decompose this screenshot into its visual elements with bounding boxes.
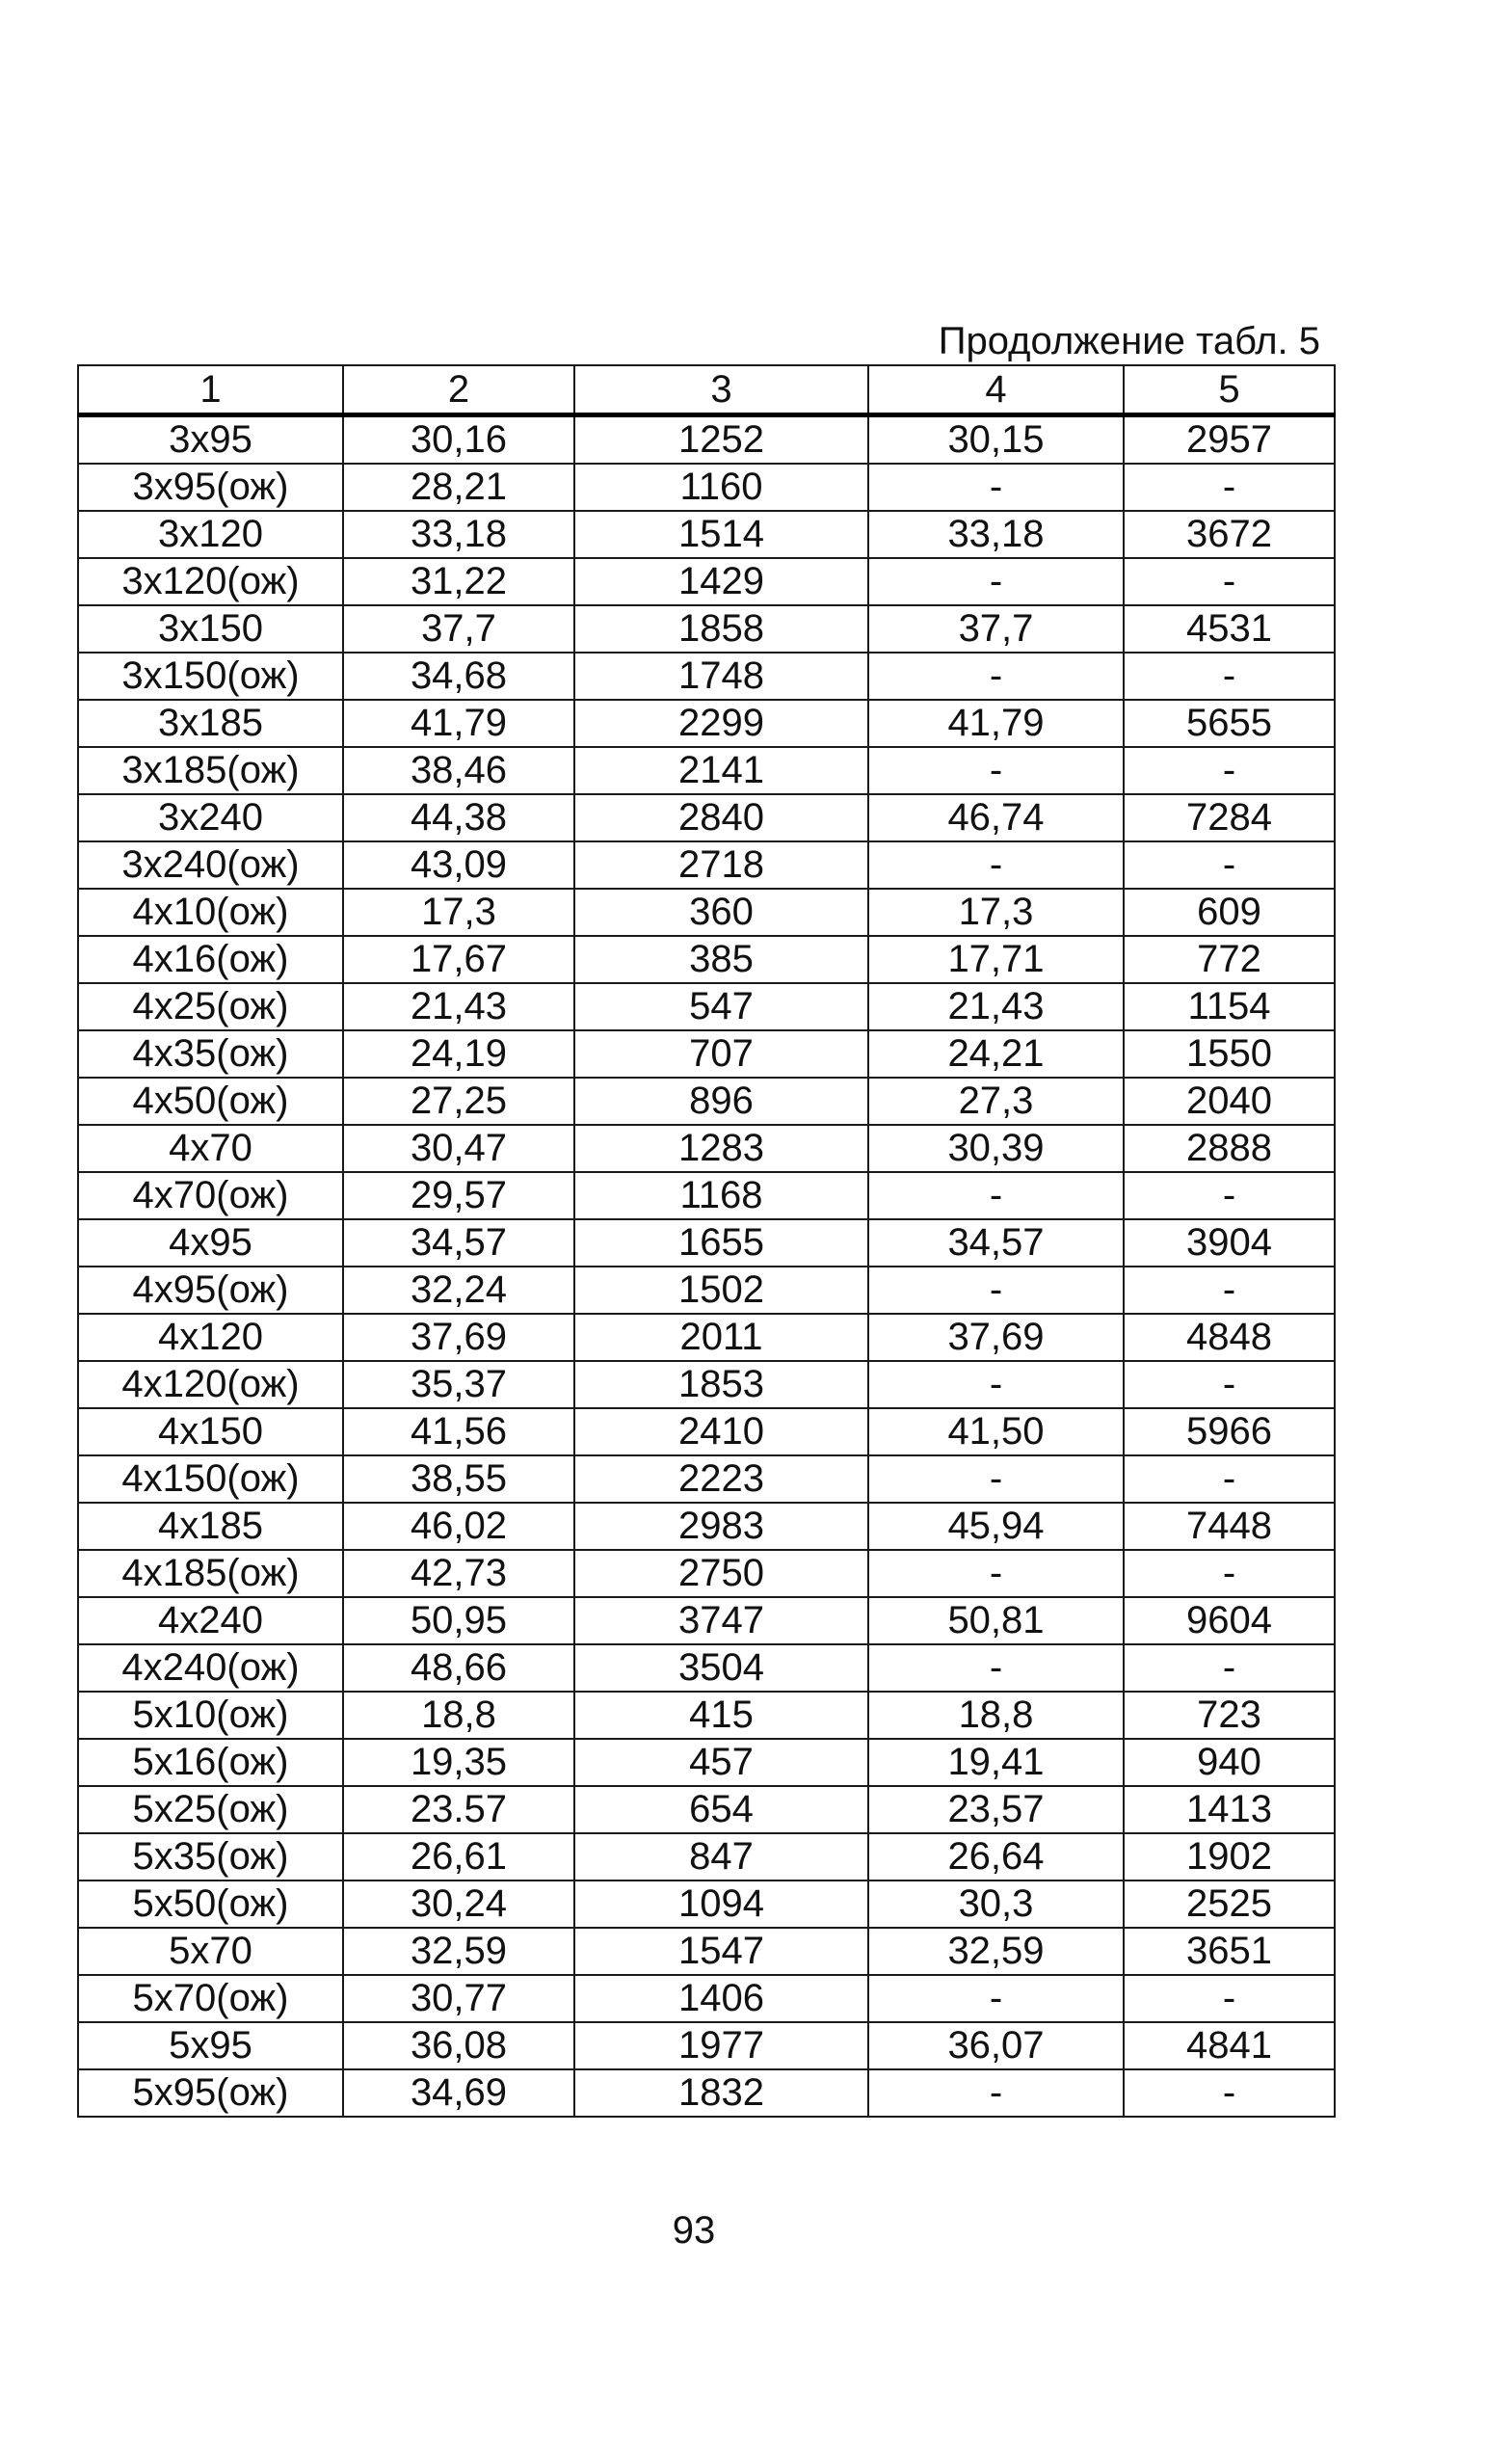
table-cell-col1: 4x150 [78, 1408, 343, 1455]
table-cell-col4: 26,64 [868, 1833, 1124, 1881]
table-cell-col4: 45,94 [868, 1503, 1124, 1550]
table-cell-col2: 38,55 [343, 1455, 574, 1503]
table-cell-col1: 5x95(ож) [78, 2069, 343, 2117]
table-cell-col5: - [1124, 841, 1335, 889]
table-cell-col2: 41,56 [343, 1408, 574, 1455]
table-cell-col1: 4x25(ож) [78, 983, 343, 1030]
table-cell-col4: - [868, 747, 1124, 794]
table-cell-col1: 4x185(ож) [78, 1550, 343, 1597]
table-row [78, 1833, 1335, 1881]
table-cell-col4: 41,79 [868, 700, 1124, 747]
table-cell-col4: 36,07 [868, 2022, 1124, 2069]
table-cell-col4: - [868, 841, 1124, 889]
table-cell-col4: 24,21 [868, 1030, 1124, 1078]
table-cell-col1: 3x150(ож) [78, 653, 343, 700]
table-cell-col4: - [868, 1550, 1124, 1597]
table-cell-col3: 1406 [574, 1975, 868, 2022]
table-cell-col1: 5x10(ож) [78, 1692, 343, 1739]
table-cell-col1: 5x25(ож) [78, 1786, 343, 1833]
table-cell-col3: 1977 [574, 2022, 868, 2069]
table-cell-col5: - [1124, 1455, 1335, 1503]
table-cell-col3: 1748 [574, 653, 868, 700]
table-cell-col3: 2410 [574, 1408, 868, 1455]
table-cell-col4: 30,15 [868, 415, 1124, 465]
table-cell-col2: 27,25 [343, 1078, 574, 1125]
table-row [78, 2069, 1335, 2117]
table-row [78, 2022, 1335, 2069]
table-cell-col3: 1832 [574, 2069, 868, 2117]
table-row [78, 1692, 1335, 1739]
table-cell-col1: 5x35(ож) [78, 1833, 343, 1881]
table-cell-col5: 3672 [1124, 511, 1335, 558]
table-cell-col3: 1252 [574, 415, 868, 465]
table-row [78, 1030, 1335, 1078]
table-cell-col5: - [1124, 1644, 1335, 1692]
table-cell-col2: 21,43 [343, 983, 574, 1030]
table-cell-col5: 3904 [1124, 1219, 1335, 1267]
table-caption: Продолжение табл. 5 [938, 320, 1320, 362]
table-cell-col2: 19,35 [343, 1739, 574, 1786]
table-cell-col4: 21,43 [868, 983, 1124, 1030]
table-cell-col3: 2299 [574, 700, 868, 747]
table-cell-col3: 385 [574, 936, 868, 983]
table-cell-col5: - [1124, 464, 1335, 511]
table-cell-col5: - [1124, 1361, 1335, 1408]
table-cell-col5: - [1124, 2069, 1335, 2117]
table-cell-col2: 34,69 [343, 2069, 574, 2117]
header-row [78, 365, 1335, 415]
table-cell-col3: 1094 [574, 1881, 868, 1928]
table-cell-col5: 2957 [1124, 415, 1335, 465]
table-row [78, 1078, 1335, 1125]
table-cell-col4: 50,81 [868, 1597, 1124, 1644]
table-cell-col4: - [868, 2069, 1124, 2117]
table-cell-col4: 17,71 [868, 936, 1124, 983]
table-row [78, 1975, 1335, 2022]
table-cell-col2: 35,37 [343, 1361, 574, 1408]
table-cell-col2: 18,8 [343, 1692, 574, 1739]
table-cell-col5: 940 [1124, 1739, 1335, 1786]
table-cell-col3: 457 [574, 1739, 868, 1786]
table-cell-col1: 4x240(ож) [78, 1644, 343, 1692]
table-cell-col3: 1655 [574, 1219, 868, 1267]
table-row [78, 605, 1335, 653]
table-cell-col1: 5x70(ож) [78, 1975, 343, 2022]
table-cell-col2: 30,47 [343, 1125, 574, 1172]
table-cell-col5: - [1124, 1975, 1335, 2022]
table-cell-col5: 772 [1124, 936, 1335, 983]
column-header-1: 1 [78, 365, 343, 415]
table-cell-col4: 27,3 [868, 1078, 1124, 1125]
table-body [78, 415, 1335, 2118]
table-cell-col1: 3x185(ож) [78, 747, 343, 794]
table-cell-col5: 4841 [1124, 2022, 1335, 2069]
table-cell-col3: 896 [574, 1078, 868, 1125]
table-row [78, 841, 1335, 889]
table-row [78, 558, 1335, 605]
table-cell-col3: 2141 [574, 747, 868, 794]
table-cell-col3: 2718 [574, 841, 868, 889]
table-cell-col1: 3x240(ож) [78, 841, 343, 889]
table-cell-col4: 37,7 [868, 605, 1124, 653]
table-cell-col5: 7284 [1124, 794, 1335, 841]
table-cell-col5: 9604 [1124, 1597, 1335, 1644]
table-row [78, 1267, 1335, 1314]
table-cell-col1: 4x70(ож) [78, 1172, 343, 1219]
table-cell-col1: 3x185 [78, 700, 343, 747]
table-cell-col4: 30,3 [868, 1881, 1124, 1928]
table-cell-col2: 46,02 [343, 1503, 574, 1550]
table-cell-col1: 3x95(ож) [78, 464, 343, 511]
table-cell-col4: - [868, 1644, 1124, 1692]
table-cell-col1: 4x50(ож) [78, 1078, 343, 1125]
table-cell-col5: 723 [1124, 1692, 1335, 1739]
table-row [78, 653, 1335, 700]
table-cell-col5: 3651 [1124, 1928, 1335, 1975]
table-cell-col4: 37,69 [868, 1314, 1124, 1361]
column-header-3: 3 [574, 365, 868, 415]
table-cell-col3: 1502 [574, 1267, 868, 1314]
table-cell-col2: 26,61 [343, 1833, 574, 1881]
table-cell-col1: 5x70 [78, 1928, 343, 1975]
table-row [78, 1219, 1335, 1267]
table-cell-col1: 4x240 [78, 1597, 343, 1644]
column-header-5: 5 [1124, 365, 1335, 415]
table-cell-col3: 415 [574, 1692, 868, 1739]
table-cell-col5: 2040 [1124, 1078, 1335, 1125]
table-cell-col5: - [1124, 653, 1335, 700]
table-cell-col5: - [1124, 1267, 1335, 1314]
table-cell-col4: - [868, 1455, 1124, 1503]
table-cell-col3: 1283 [574, 1125, 868, 1172]
table-cell-col4: 46,74 [868, 794, 1124, 841]
table-row [78, 983, 1335, 1030]
table-cell-col1: 4x95 [78, 1219, 343, 1267]
table-cell-col1: 4x10(ож) [78, 889, 343, 936]
table-cell-col3: 707 [574, 1030, 868, 1078]
table-cell-col5: 5966 [1124, 1408, 1335, 1455]
table-row [78, 1361, 1335, 1408]
table-cell-col2: 32,59 [343, 1928, 574, 1975]
table-cell-col4: 23,57 [868, 1786, 1124, 1833]
table-cell-col3: 2011 [574, 1314, 868, 1361]
table-row [78, 1644, 1335, 1692]
table-cell-col2: 17,3 [343, 889, 574, 936]
table-row [78, 511, 1335, 558]
table-row [78, 1786, 1335, 1833]
table-row [78, 415, 1335, 465]
table-cell-col2: 23.57 [343, 1786, 574, 1833]
table-row [78, 1739, 1335, 1786]
table-cell-col2: 28,21 [343, 464, 574, 511]
table-cell-col5: 4848 [1124, 1314, 1335, 1361]
table-row [78, 1928, 1335, 1975]
table-cell-col2: 30,77 [343, 1975, 574, 2022]
table-row [78, 1172, 1335, 1219]
table-cell-col5: 4531 [1124, 605, 1335, 653]
table-cell-col4: 33,18 [868, 511, 1124, 558]
table-row [78, 747, 1335, 794]
table-cell-col2: 17,67 [343, 936, 574, 983]
table-row [78, 1881, 1335, 1928]
table-cell-col4: 30,39 [868, 1125, 1124, 1172]
table-cell-col3: 1853 [574, 1361, 868, 1408]
table-row [78, 794, 1335, 841]
table-cell-col4: - [868, 1975, 1124, 2022]
table-cell-col2: 24,19 [343, 1030, 574, 1078]
table-cell-col2: 41,79 [343, 700, 574, 747]
table-cell-col3: 1514 [574, 511, 868, 558]
table-cell-col2: 34,68 [343, 653, 574, 700]
table-cell-col3: 1168 [574, 1172, 868, 1219]
table-cell-col3: 2983 [574, 1503, 868, 1550]
table-cell-col5: 1902 [1124, 1833, 1335, 1881]
table-cell-col1: 3x120 [78, 511, 343, 558]
table-cell-col4: - [868, 1172, 1124, 1219]
table-cell-col3: 654 [574, 1786, 868, 1833]
table-cell-col3: 1858 [574, 605, 868, 653]
table-cell-col5: - [1124, 747, 1335, 794]
table-cell-col1: 3x150 [78, 605, 343, 653]
table-row [78, 1408, 1335, 1455]
table-cell-col5: 1550 [1124, 1030, 1335, 1078]
table-cell-col1: 4x35(ож) [78, 1030, 343, 1078]
table-cell-col5: 1154 [1124, 983, 1335, 1030]
table-row [78, 1550, 1335, 1597]
column-header-2: 2 [343, 365, 574, 415]
table-cell-col2: 33,18 [343, 511, 574, 558]
table-row [78, 464, 1335, 511]
table-cell-col1: 4x95(ож) [78, 1267, 343, 1314]
table-cell-col1: 4x185 [78, 1503, 343, 1550]
table-row [78, 936, 1335, 983]
table-cell-col2: 42,73 [343, 1550, 574, 1597]
table-cell-col2: 34,57 [343, 1219, 574, 1267]
table-row [78, 1503, 1335, 1550]
table-cell-col3: 3747 [574, 1597, 868, 1644]
table-header [78, 365, 1335, 415]
table-cell-col4: - [868, 558, 1124, 605]
table-cell-col1: 4x70 [78, 1125, 343, 1172]
table-cell-col4: 34,57 [868, 1219, 1124, 1267]
table-cell-col1: 4x16(ож) [78, 936, 343, 983]
table-cell-col4: - [868, 1267, 1124, 1314]
table-cell-col2: 29,57 [343, 1172, 574, 1219]
table-cell-col2: 48,66 [343, 1644, 574, 1692]
table-cell-col4: 41,50 [868, 1408, 1124, 1455]
table-cell-col3: 1547 [574, 1928, 868, 1975]
table-cell-col2: 50,95 [343, 1597, 574, 1644]
table-cell-col2: 32,24 [343, 1267, 574, 1314]
table-cell-col1: 4x150(ож) [78, 1455, 343, 1503]
table-cell-col2: 37,7 [343, 605, 574, 653]
table-cell-col3: 2840 [574, 794, 868, 841]
table-cell-col1: 5x95 [78, 2022, 343, 2069]
table-cell-col5: - [1124, 558, 1335, 605]
table-cell-col1: 5x50(ож) [78, 1881, 343, 1928]
table-cell-col4: 19,41 [868, 1739, 1124, 1786]
table-cell-col4: - [868, 464, 1124, 511]
table-row [78, 889, 1335, 936]
table-cell-col3: 2750 [574, 1550, 868, 1597]
table-cell-col2: 38,46 [343, 747, 574, 794]
table-cell-col2: 30,16 [343, 415, 574, 465]
table-cell-col1: 3x240 [78, 794, 343, 841]
table-cell-col5: - [1124, 1550, 1335, 1597]
table-cell-col4: 17,3 [868, 889, 1124, 936]
table-cell-col5: 2888 [1124, 1125, 1335, 1172]
table-cell-col1: 3x95 [78, 415, 343, 465]
table-cell-col5: 2525 [1124, 1881, 1335, 1928]
table-cell-col4: 32,59 [868, 1928, 1124, 1975]
table-cell-col3: 2223 [574, 1455, 868, 1503]
table-cell-col3: 547 [574, 983, 868, 1030]
table-row [78, 1597, 1335, 1644]
table-cell-col5: - [1124, 1172, 1335, 1219]
table-cell-col3: 3504 [574, 1644, 868, 1692]
table-cell-col5: 7448 [1124, 1503, 1335, 1550]
table-cell-col3: 847 [574, 1833, 868, 1881]
table-cell-col5: 1413 [1124, 1786, 1335, 1833]
table-cell-col1: 5x16(ож) [78, 1739, 343, 1786]
table-cell-col1: 4x120 [78, 1314, 343, 1361]
table-cell-col3: 1160 [574, 464, 868, 511]
table-cell-col3: 1429 [574, 558, 868, 605]
table-cell-col5: 609 [1124, 889, 1335, 936]
table-row [78, 1125, 1335, 1172]
table-cell-col2: 37,69 [343, 1314, 574, 1361]
table-cell-col2: 36,08 [343, 2022, 574, 2069]
column-header-4: 4 [868, 365, 1124, 415]
table-cell-col5: 5655 [1124, 700, 1335, 747]
table-row [78, 1314, 1335, 1361]
page-number: 93 [672, 2209, 716, 2252]
table-cell-col1: 3x120(ож) [78, 558, 343, 605]
table-cell-col2: 43,09 [343, 841, 574, 889]
data-table [77, 364, 1336, 2118]
table-cell-col4: - [868, 653, 1124, 700]
table-row [78, 700, 1335, 747]
table-row [78, 1455, 1335, 1503]
table-cell-col2: 31,22 [343, 558, 574, 605]
table-cell-col2: 30,24 [343, 1881, 574, 1928]
table-cell-col3: 360 [574, 889, 868, 936]
table-cell-col4: 18,8 [868, 1692, 1124, 1739]
table-cell-col4: - [868, 1361, 1124, 1408]
table-cell-col2: 44,38 [343, 794, 574, 841]
table-cell-col1: 4x120(ож) [78, 1361, 343, 1408]
